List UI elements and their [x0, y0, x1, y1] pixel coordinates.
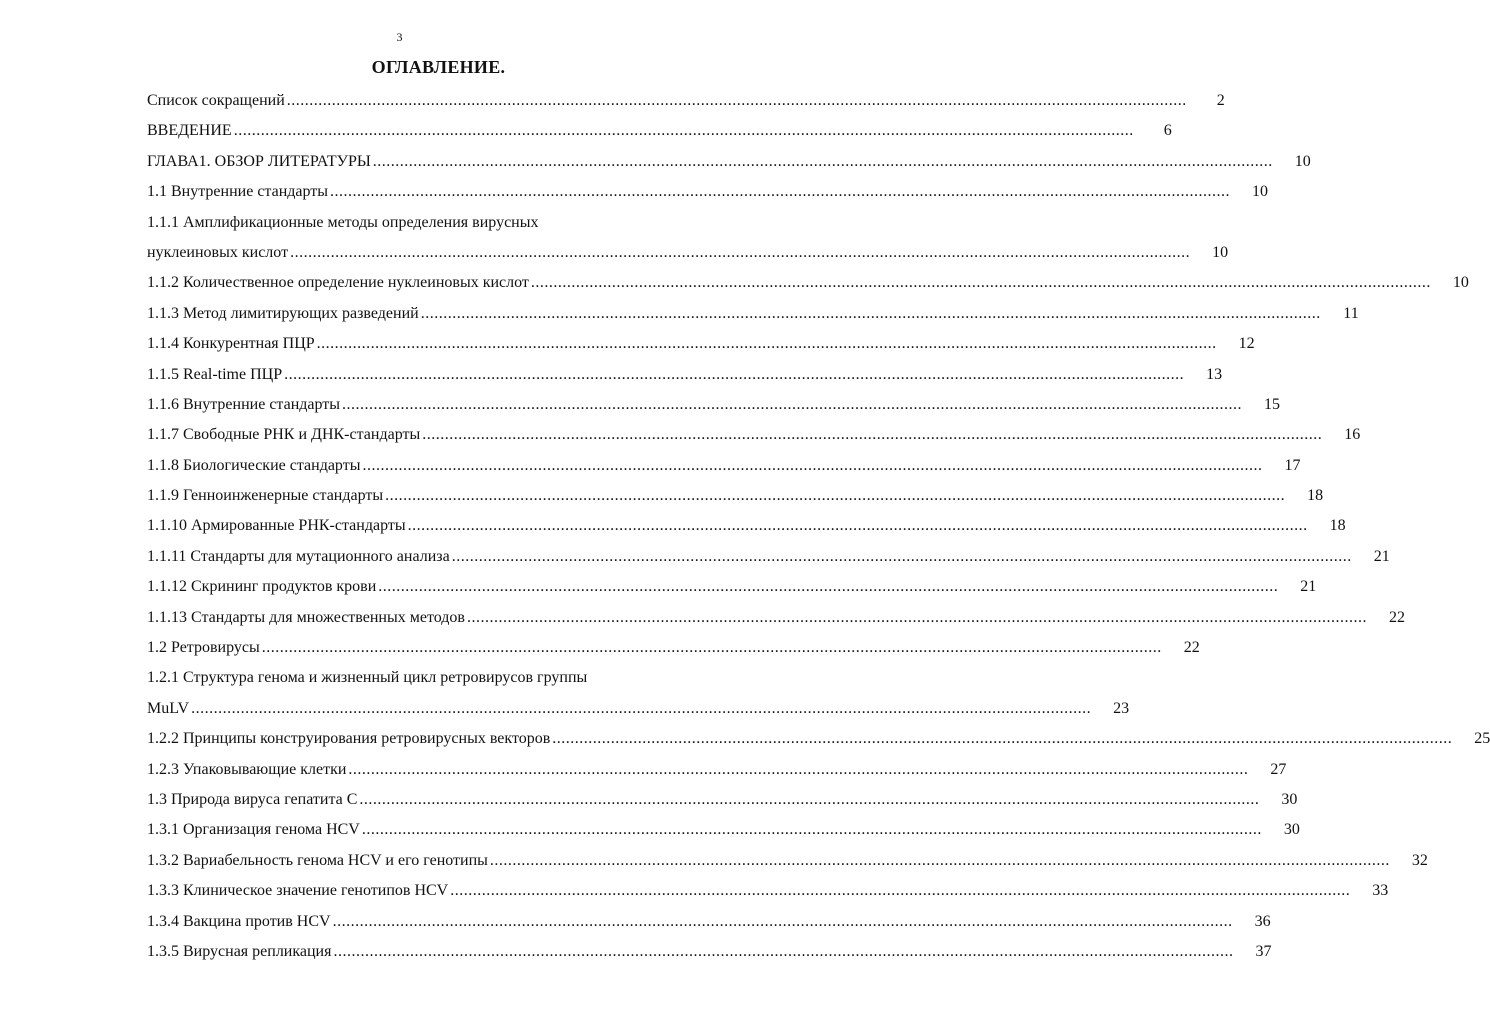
dot-leader: ........................................................................................................................................................................................................: [261, 639, 1162, 657]
dot-leader: ........................................................................................................................................................................................................: [330, 183, 1231, 201]
toc-entry-title: 1.1.12 Скрининг продуктов крови: [147, 578, 377, 596]
toc-entry-page: 22: [1183, 639, 1200, 657]
toc-entry: [147, 116, 1172, 146]
toc-entry-page: 12: [1238, 335, 1255, 353]
toc-entry-page: 13: [1206, 365, 1223, 383]
toc-entry-page: 27: [1270, 760, 1287, 778]
toc-entry-page: 32: [1411, 851, 1428, 869]
toc-entry-title: 1.1.3 Метод лимитирующих разведений: [147, 304, 419, 322]
toc-entry-title: 1.1.9 Генноинженерные стандарты: [147, 487, 384, 505]
dot-leader: ........................................................................................................................................................................................................: [191, 699, 1092, 717]
dot-leader: ........................................................................................................................................................................................................: [348, 760, 1249, 778]
toc-entry: [147, 511, 1346, 541]
toc-entry-page: 10: [1212, 243, 1229, 261]
dot-leader: ........................................................................................................................................................................................................: [422, 426, 1323, 444]
toc-entry: [147, 603, 1405, 633]
toc-entry-page: 6: [1163, 122, 1172, 140]
toc-entry-title: ВВЕДЕНИЕ: [147, 122, 232, 140]
toc-entry: [147, 542, 1390, 572]
toc-entry-title: 1.1.10 Армированные РНК-стандарты: [147, 517, 406, 535]
dot-leader: ........................................................................................................................................................................................................: [286, 92, 1187, 109]
toc-entry-title: 1.1.4 Конкурентная ПЦР: [147, 335, 315, 353]
toc-entry-page: 30: [1283, 821, 1300, 839]
toc-entry-page: 21: [1373, 547, 1390, 565]
dot-leader: ........................................................................................................................................................................................................: [530, 274, 1431, 292]
toc-entry-title: 1.2.3 Упаковывающие клетки: [147, 760, 347, 778]
dot-leader: ........................................................................................................................................................................................................: [385, 487, 1286, 505]
toc-entry: [147, 481, 1324, 511]
toc-entry: [147, 876, 1389, 906]
toc-entry: [147, 208, 1229, 269]
toc-entry: [147, 663, 1130, 724]
toc-entry-title: 1.2.2 Принципы конструирования ретровирусных векторов: [147, 730, 551, 748]
toc-entry-title: ГЛАВА1. ОБЗОР ЛИТЕРАТУРЫ: [147, 152, 371, 170]
dot-leader: ........................................................................................................................................................................................................: [361, 821, 1262, 839]
toc-entry-title: нуклеиновых кислот: [147, 243, 289, 261]
toc-entry: [147, 360, 1223, 390]
toc-entry-title: 1.1.13 Стандарты для множественных методов: [147, 608, 465, 626]
page-number: 3: [396, 30, 403, 44]
toc-entry: [147, 329, 1255, 359]
toc-entry: [147, 815, 1300, 845]
toc-entry: [147, 420, 1361, 450]
toc-entry-title: 1.1.6 Внутренние стандарты: [147, 395, 341, 413]
toc-entry-title: 1.1.2 Количественное определение нуклеиновых кислот: [147, 274, 529, 292]
toc-entry: [147, 755, 1287, 785]
toc-entry-title: 1.1.11 Стандарты для мутационного анализа: [147, 547, 450, 565]
dot-leader: ........................................................................................................................................................................................................: [342, 395, 1243, 413]
dot-leader: ........................................................................................................................................................................................................: [420, 304, 1321, 322]
dot-leader: ........................................................................................................................................................................................................: [359, 791, 1260, 809]
toc-entry-page: 16: [1344, 426, 1361, 444]
toc-entry-page: 11: [1343, 304, 1359, 322]
dot-leader: ........................................................................................................................................................................................................: [362, 456, 1263, 474]
toc-entry-title: 1.1.7 Свободные РНК и ДНК-стандарты: [147, 426, 421, 444]
toc-entry: [147, 724, 1490, 754]
toc-entry: [147, 390, 1281, 420]
toc-entry-page: 15: [1264, 395, 1281, 413]
dot-leader: ........................................................................................................................................................................................................: [233, 122, 1134, 140]
toc-entry-page: 22: [1388, 608, 1405, 626]
dot-leader: ........................................................................................................................................................................................................: [552, 730, 1453, 748]
toc-entry-page: 30: [1281, 791, 1298, 809]
dot-leader: ........................................................................................................................................................................................................: [316, 335, 1217, 353]
toc-entry-title: 1.1.8 Биологические стандарты: [147, 456, 361, 474]
toc-entry-title: 1.3.3 Клиническое значение генотипов HCV: [147, 882, 449, 900]
toc-entry: [147, 451, 1301, 481]
toc-entry-page: 18: [1307, 487, 1324, 505]
toc-entry-page: 17: [1284, 456, 1301, 474]
toc-entry-page: 23: [1113, 699, 1130, 717]
toc-entry: [147, 846, 1428, 876]
toc-entry: [147, 907, 1271, 937]
toc-entry-title-line1: 1.2.1 Структура генома и жизненный цикл ретровирусов группы: [147, 669, 588, 687]
toc-entry-page: 33: [1372, 882, 1389, 900]
table-of-contents: [147, 86, 1490, 967]
toc-entry-page: 25: [1474, 730, 1490, 748]
toc-entry: [147, 785, 1298, 815]
toc-entry: [147, 268, 1469, 298]
toc-entry-title: 1.3 Природа вируса гепатита С: [147, 791, 358, 809]
toc-entry-page: 37: [1255, 942, 1272, 960]
toc-entry-title: 1.3.5 Вирусная репликация: [147, 942, 332, 960]
dot-leader: ........................................................................................................................................................................................................: [332, 912, 1233, 930]
dot-leader: ........................................................................................................................................................................................................: [466, 608, 1367, 626]
toc-entry: [147, 147, 1311, 177]
dot-leader: ........................................................................................................................................................................................................: [489, 851, 1390, 869]
toc-entry-page: 10: [1252, 183, 1269, 201]
dot-leader: ........................................................................................................................................................................................................: [333, 942, 1234, 960]
toc-entry-title-line1: 1.1.1 Амплификационные методы определения вирусных: [147, 213, 539, 231]
toc-entry-title: 1.1.5 Real-time ПЦР: [147, 365, 283, 383]
dot-leader: ........................................................................................................................................................................................................: [372, 152, 1273, 170]
toc-entry-title: 1.3.2 Вариабельность генома HCV и его генотипы: [147, 851, 488, 869]
toc-entry-page: 10: [1294, 152, 1311, 170]
toc-entry-title: Список сокращений: [147, 92, 285, 109]
dot-leader: ........................................................................................................................................................................................................: [290, 243, 1191, 261]
toc-entry: [147, 177, 1269, 207]
toc-entry: [147, 633, 1200, 663]
toc-entry-page: 18: [1329, 517, 1346, 535]
dot-leader: ........................................................................................................................................................................................................: [407, 517, 1308, 535]
toc-entry-page: 10: [1452, 274, 1469, 292]
toc-entry-title: 1.3.4 Вакцина против HCV: [147, 912, 331, 930]
toc-entry-page: 21: [1300, 578, 1317, 596]
toc-entry-page: 2: [1216, 92, 1225, 109]
toc-entry-title: 1.1 Внутренние стандарты: [147, 183, 329, 201]
dot-leader: ........................................................................................................................................................................................................: [450, 882, 1351, 900]
toc-entry-title: 1.3.1 Организация генома HCV: [147, 821, 360, 839]
toc-entry-title: 1.2 Ретровирусы: [147, 639, 260, 657]
dot-leader: ........................................................................................................................................................................................................: [284, 365, 1185, 383]
toc-entry-title: MuLV: [147, 699, 190, 717]
toc-entry: [147, 572, 1317, 602]
dot-leader: ........................................................................................................................................................................................................: [378, 578, 1279, 596]
dot-leader: ........................................................................................................................................................................................................: [451, 547, 1352, 565]
toc-entry: [147, 299, 1359, 329]
page-title: ОГЛАВЛЕНИЕ.: [371, 57, 506, 77]
toc-entry-page: 36: [1254, 912, 1271, 930]
toc-entry: [147, 86, 1225, 116]
toc-entry: [147, 937, 1272, 967]
